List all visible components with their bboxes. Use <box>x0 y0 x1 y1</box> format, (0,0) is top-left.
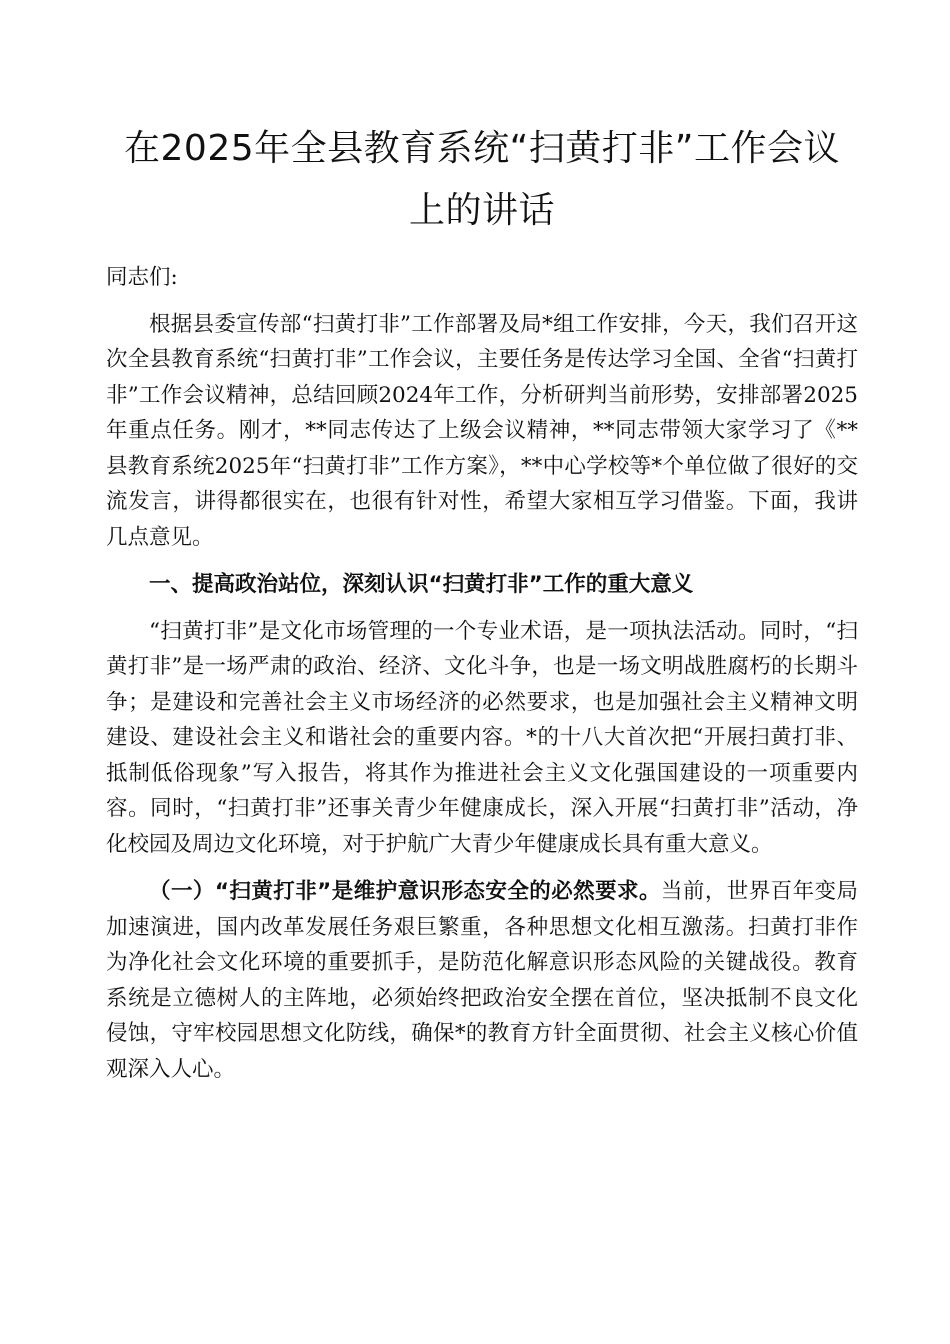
document-title <box>106 118 858 242</box>
paragraph-intro: 根据县委宣传部“扫黄打非”工作部署及局*组工作安排，今天，我们召开这次全县教育系统“扫黄打非”工作会议，主要任务是传达学习全国、全省“扫黄打非”工作会议精神，总结回顾2024年工作，分析研判当前形势，安排部署2025年重点任务。刚才，**同志传达了上级会议精神，**同志带领大家学习了《**县教育系统2025年“扫黄打非”工作方案》，**中心学校等*个单位做了很好的交流发言，讲得都很实在，也很有针对性，希望大家相互学习借鉴。下面，我讲几点意见。 <box>106 311 858 550</box>
title-line-2: 上的讲话 <box>408 190 555 231</box>
salutation: 同志们: <box>106 265 178 290</box>
paragraph-ideology-security <box>106 874 858 1087</box>
subsection-lead: （一）“扫黄打非”是维护意识形态安全的必然要求。 <box>149 879 661 904</box>
title-line-1: 在2025年全县教育系统“扫黄打非”工作会议 <box>124 128 840 169</box>
subsection-body: 当前，世界百年变局加速演进，国内改革发展任务艰巨繁重，各种思想文化相互激荡。扫黄打非作为净化社会文化环境的重要抓手，是防范化解意识形态风险的关键战役。教育系统是立德树人的主阵地，必须始终把政治安全摆在首位，坚决抵制不良文化侵蚀，守牢校园思想文化防线，确保*的教育方针全面贯彻、社会主义核心价值观深入人心。 <box>106 879 858 1082</box>
section-heading-1: 一、提高政治站位，深刻认识“扫黄打非”工作的重大意义 <box>149 572 694 597</box>
paragraph-significance: “扫黄打非”是文化市场管理的一个专业术语，是一项执法活动。同时，“扫黄打非”是一场严肃的政治、经济、文化斗争，也是一场文明战胜腐朽的长期斗争；是建设和完善社会主义市场经济的必然要求，也是加强社会主义精神文明建设、建设社会主义和谐社会的重要内容。*的十八大首次把“开展扫黄打非、抵制低俗现象”写入报告，将其作为推进社会主义文化强国建设的一项重要内容。同时，“扫黄打非”还事关青少年健康成长，深入开展“扫黄打非”活动，净化校园及周边文化环境，对于护航广大青少年健康成长具有重大意义。 <box>106 618 858 857</box>
